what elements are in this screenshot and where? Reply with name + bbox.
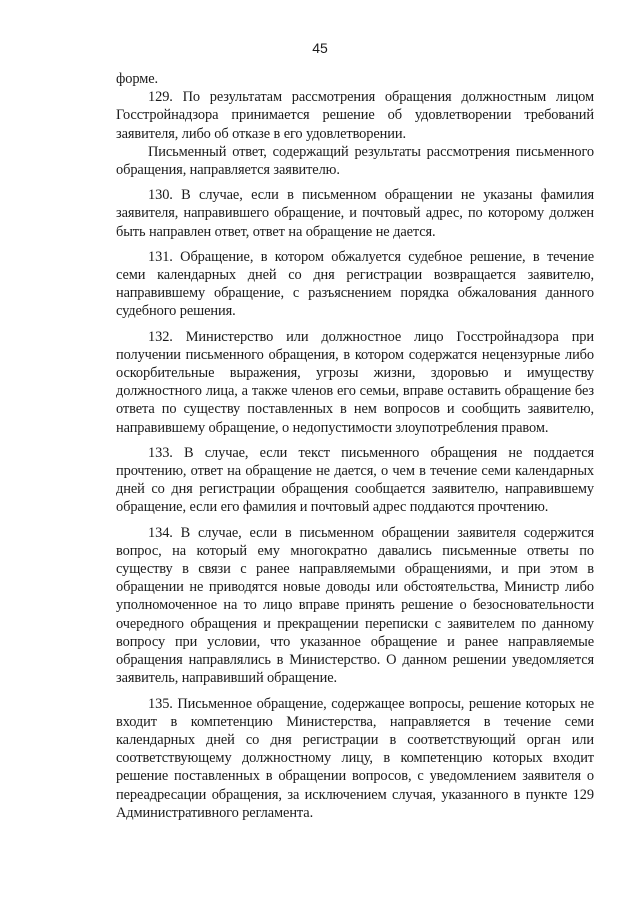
paragraph-132: 132. Министерство или должностное лицо Госстройнадзора при получении письменного обращения, в котором содержатся нецензурные либо оскорбительные выражения, угрозы жизни, здоровью и имуществу должностного лица, а также членов его семьи, вправе оставить обращение без ответа по существу поставленных в нем вопросов и сообщить заявителю, направившему обращение, о недопустимости злоупотребления правом. — [116, 328, 594, 436]
paragraph-131: 131. Обращение, в котором обжалуется судебное решение, в течение семи календарных дней со дня регистрации возвращается заявителю, направившему обращение, с разъяснением порядка обжалования данного судебного решения. — [116, 248, 594, 320]
paragraph-continuation: форме. — [116, 71, 158, 87]
paragraph-134: 134. В случае, если в письменном обращении заявителя содержится вопрос, на который ему многократно давались письменные ответы по существу в связи с ранее направляемыми обращениями, и при этом в обращении не приводятся новые доводы или обстоятельства, Министр либо уполномоченное на то лицо вправе принять решение о безосновательности очередного обращения и прекращении переписки с заявителем по данному вопросу при условии, что указанное обращение и ранее направляемые обращения направлялись в Министерство. О данном решении уведомляется заявитель, направивший обращение. — [116, 524, 594, 687]
paragraph-135: 135. Письменное обращение, содержащее вопросы, решение которых не входит в компетенцию Министерства, направляется в течение семи календарных дней со дня регистрации в соответствующий орган или соответствующему должностному лицу, в компетенцию которых входит решение поставленных в обращении вопросов, с уведомлением заявителя о переадресации обращения, за исключением случая, указанного в пункте 129 Административного регламента. — [116, 695, 594, 821]
document-body — [116, 70, 594, 822]
paragraph-133: 133. В случае, если текст письменного обращения не поддается прочтению, ответ на обращение не дается, о чем в течение семи календарных дней со дня регистрации обращения сообщается заявителю, направившему обращение, если его фамилия и почтовый адрес поддаются прочтению. — [116, 444, 594, 516]
paragraph-129-response: Письменный ответ, содержащий результаты рассмотрения письменного обращения, направляется заявителю. — [116, 143, 594, 179]
paragraph-129: 129. По результатам рассмотрения обращения должностным лицом Госстройнадзора принимается решение об удовлетворении требований заявителя, либо об отказе в его удовлетворении. — [116, 89, 594, 142]
page-number: 45 — [312, 40, 328, 56]
paragraph-130: 130. В случае, если в письменном обращении не указаны фамилия заявителя, направившего обращение, и почтовый адрес, по которому должен быть направлен ответ, ответ на обращение не дается. — [116, 187, 594, 240]
